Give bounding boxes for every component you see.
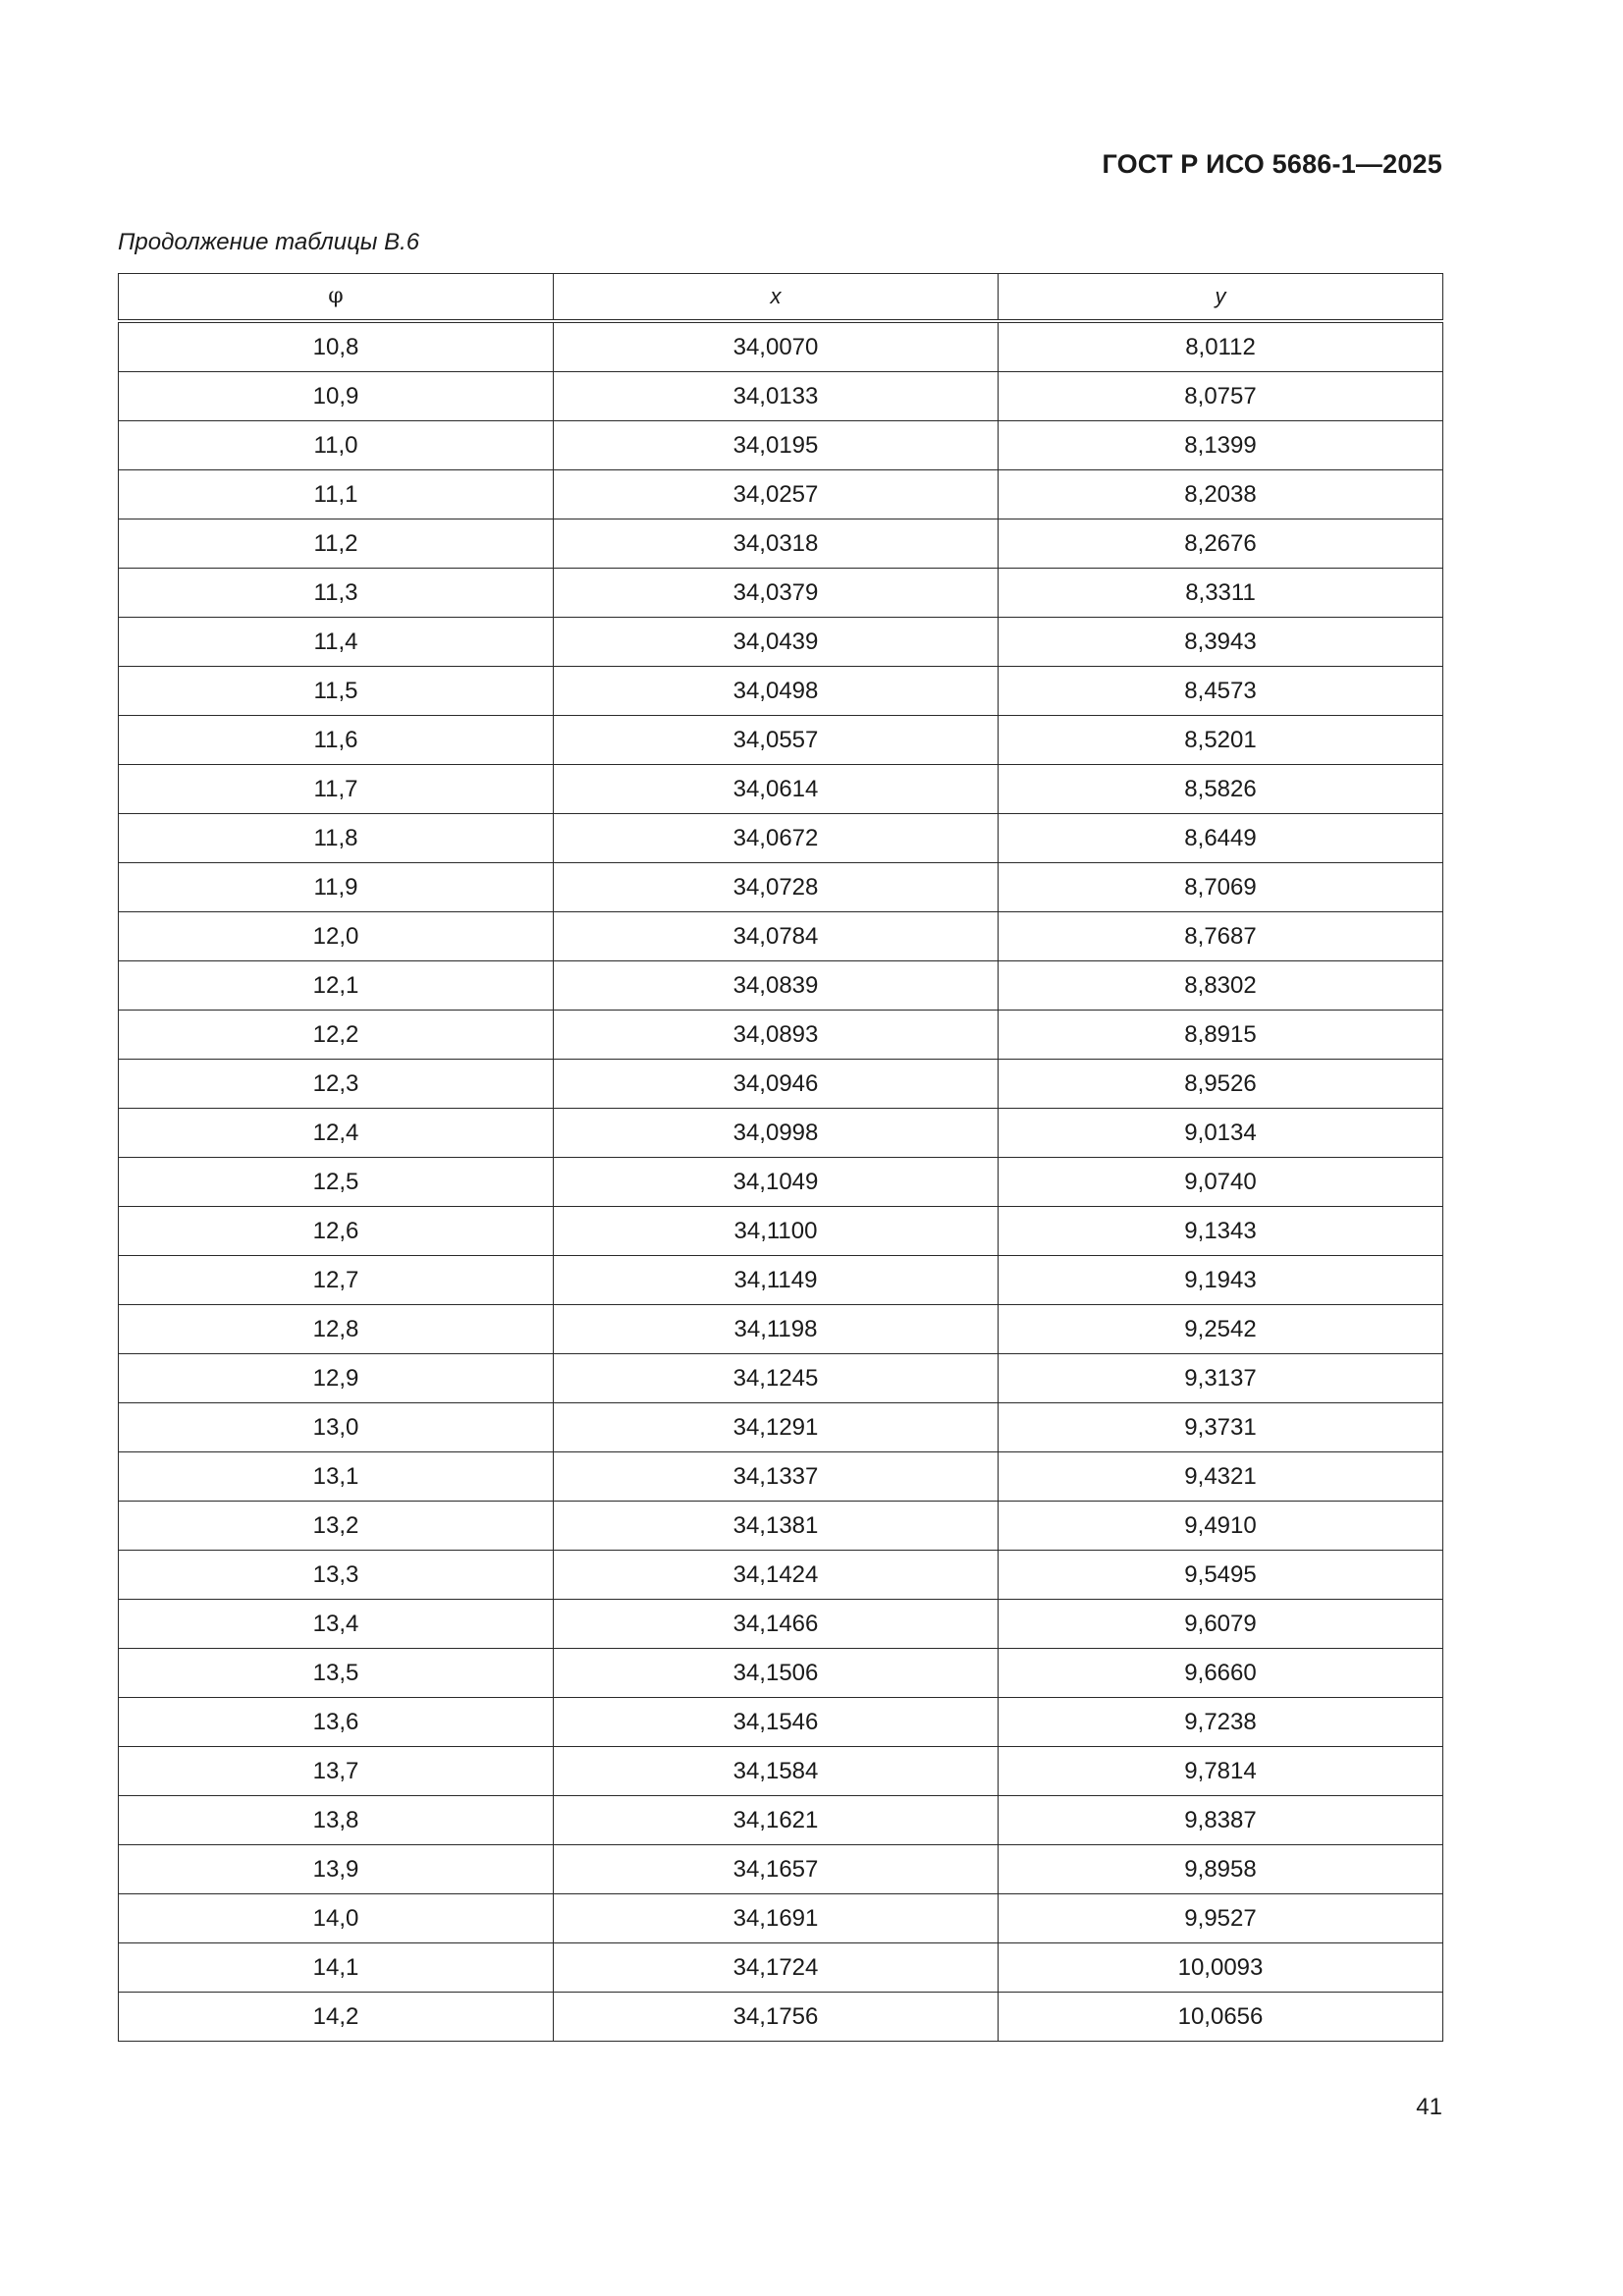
column-header-x: x [554,274,999,322]
table-row [119,1403,1443,1452]
cell-phi: 11,5 [119,667,554,716]
cell-x: 34,0439 [554,618,999,667]
cell-phi: 13,7 [119,1747,554,1796]
cell-y: 8,7687 [999,912,1443,961]
cell-x: 34,0672 [554,814,999,863]
cell-phi: 12,3 [119,1060,554,1109]
table-row [119,569,1443,618]
cell-phi: 14,2 [119,1993,554,2042]
cell-y: 9,1343 [999,1207,1443,1256]
cell-phi: 11,8 [119,814,554,863]
cell-phi: 11,6 [119,716,554,765]
cell-phi: 12,0 [119,912,554,961]
cell-x: 34,1424 [554,1551,999,1600]
cell-y: 8,0112 [999,321,1443,372]
cell-y: 8,8302 [999,961,1443,1011]
cell-x: 34,1149 [554,1256,999,1305]
table-row [119,765,1443,814]
cell-phi: 13,2 [119,1502,554,1551]
cell-x: 34,0946 [554,1060,999,1109]
cell-phi: 11,9 [119,863,554,912]
cell-y: 9,2542 [999,1305,1443,1354]
cell-phi: 12,4 [119,1109,554,1158]
table-header-row [119,274,1443,322]
cell-x: 34,0498 [554,667,999,716]
page-number: 41 [1416,2094,1442,2120]
cell-y: 8,7069 [999,863,1443,912]
cell-y: 10,0656 [999,1993,1443,2042]
table-row [119,1943,1443,1993]
cell-y: 9,5495 [999,1551,1443,1600]
cell-x: 34,0784 [554,912,999,961]
values-table [118,273,1443,2042]
table-caption: Продолжение таблицы В.6 [118,229,420,255]
document-id: ГОСТ Р ИСО 5686-1—2025 [1102,149,1442,179]
cell-phi: 11,0 [119,421,554,470]
cell-x: 34,1724 [554,1943,999,1993]
cell-phi: 10,9 [119,372,554,421]
cell-y: 9,9527 [999,1894,1443,1943]
cell-phi: 12,8 [119,1305,554,1354]
cell-phi: 10,8 [119,321,554,372]
cell-x: 34,0257 [554,470,999,519]
table-row [119,1060,1443,1109]
cell-x: 34,1756 [554,1993,999,2042]
table-row [119,1452,1443,1502]
cell-x: 34,1584 [554,1747,999,1796]
table-row [119,1305,1443,1354]
cell-phi: 13,4 [119,1600,554,1649]
cell-x: 34,0379 [554,569,999,618]
cell-y: 8,0757 [999,372,1443,421]
table-row [119,1354,1443,1403]
cell-phi: 13,8 [119,1796,554,1845]
cell-y: 8,9526 [999,1060,1443,1109]
table-row [119,421,1443,470]
table-row [119,519,1443,569]
cell-phi: 14,0 [119,1894,554,1943]
cell-x: 34,1546 [554,1698,999,1747]
table-row [119,618,1443,667]
cell-y: 9,0740 [999,1158,1443,1207]
cell-y: 8,4573 [999,667,1443,716]
cell-x: 34,1381 [554,1502,999,1551]
table-row [119,1502,1443,1551]
table-row [119,321,1443,372]
cell-y: 10,0093 [999,1943,1443,1993]
table-row [119,716,1443,765]
table-row [119,1551,1443,1600]
cell-phi: 11,2 [119,519,554,569]
cell-x: 34,1506 [554,1649,999,1698]
cell-x: 34,0893 [554,1011,999,1060]
cell-phi: 13,6 [119,1698,554,1747]
table-row [119,1109,1443,1158]
cell-x: 34,0133 [554,372,999,421]
cell-phi: 12,2 [119,1011,554,1060]
cell-phi: 12,5 [119,1158,554,1207]
cell-x: 34,0070 [554,321,999,372]
cell-y: 8,8915 [999,1011,1443,1060]
cell-phi: 12,7 [119,1256,554,1305]
cell-x: 34,0839 [554,961,999,1011]
cell-phi: 12,9 [119,1354,554,1403]
table-row [119,1796,1443,1845]
table-row [119,1993,1443,2042]
cell-phi: 13,1 [119,1452,554,1502]
cell-phi: 13,0 [119,1403,554,1452]
cell-phi: 11,7 [119,765,554,814]
cell-y: 8,5826 [999,765,1443,814]
cell-phi: 13,9 [119,1845,554,1894]
cell-x: 34,1337 [554,1452,999,1502]
cell-y: 9,7238 [999,1698,1443,1747]
cell-y: 9,7814 [999,1747,1443,1796]
table-row [119,372,1443,421]
cell-phi: 13,5 [119,1649,554,1698]
table-row [119,863,1443,912]
cell-y: 9,4321 [999,1452,1443,1502]
table-row [119,667,1443,716]
table-row [119,1256,1443,1305]
cell-y: 9,3731 [999,1403,1443,1452]
cell-phi: 11,3 [119,569,554,618]
cell-y: 8,1399 [999,421,1443,470]
cell-x: 34,1466 [554,1600,999,1649]
table-row [119,1845,1443,1894]
cell-y: 9,0134 [999,1109,1443,1158]
cell-y: 9,4910 [999,1502,1443,1551]
cell-phi: 11,1 [119,470,554,519]
table-row [119,1698,1443,1747]
cell-phi: 12,1 [119,961,554,1011]
table-body [119,321,1443,2042]
cell-y: 8,2038 [999,470,1443,519]
cell-x: 34,1245 [554,1354,999,1403]
table-row [119,1011,1443,1060]
cell-y: 8,5201 [999,716,1443,765]
table-row [119,961,1443,1011]
cell-y: 9,8958 [999,1845,1443,1894]
cell-x: 34,1621 [554,1796,999,1845]
cell-y: 8,3311 [999,569,1443,618]
cell-y: 9,8387 [999,1796,1443,1845]
cell-y: 8,3943 [999,618,1443,667]
cell-phi: 14,1 [119,1943,554,1993]
cell-x: 34,1657 [554,1845,999,1894]
table-row [119,1158,1443,1207]
table-row [119,1649,1443,1698]
cell-y: 9,3137 [999,1354,1443,1403]
cell-y: 9,6079 [999,1600,1443,1649]
table-row [119,912,1443,961]
cell-y: 9,6660 [999,1649,1443,1698]
cell-x: 34,1198 [554,1305,999,1354]
cell-x: 34,0728 [554,863,999,912]
cell-phi: 11,4 [119,618,554,667]
table-row [119,1207,1443,1256]
table-row [119,1600,1443,1649]
table-row [119,1894,1443,1943]
cell-y: 8,2676 [999,519,1443,569]
cell-phi: 12,6 [119,1207,554,1256]
cell-x: 34,0318 [554,519,999,569]
cell-x: 34,0998 [554,1109,999,1158]
cell-x: 34,1691 [554,1894,999,1943]
cell-y: 8,6449 [999,814,1443,863]
cell-x: 34,0195 [554,421,999,470]
table-row [119,1747,1443,1796]
cell-y: 9,1943 [999,1256,1443,1305]
cell-x: 34,1100 [554,1207,999,1256]
cell-x: 34,0557 [554,716,999,765]
table-row [119,814,1443,863]
cell-x: 34,1049 [554,1158,999,1207]
column-header-phi: φ [119,274,554,322]
cell-x: 34,1291 [554,1403,999,1452]
table-row [119,470,1443,519]
column-header-y: y [999,274,1443,322]
cell-phi: 13,3 [119,1551,554,1600]
cell-x: 34,0614 [554,765,999,814]
